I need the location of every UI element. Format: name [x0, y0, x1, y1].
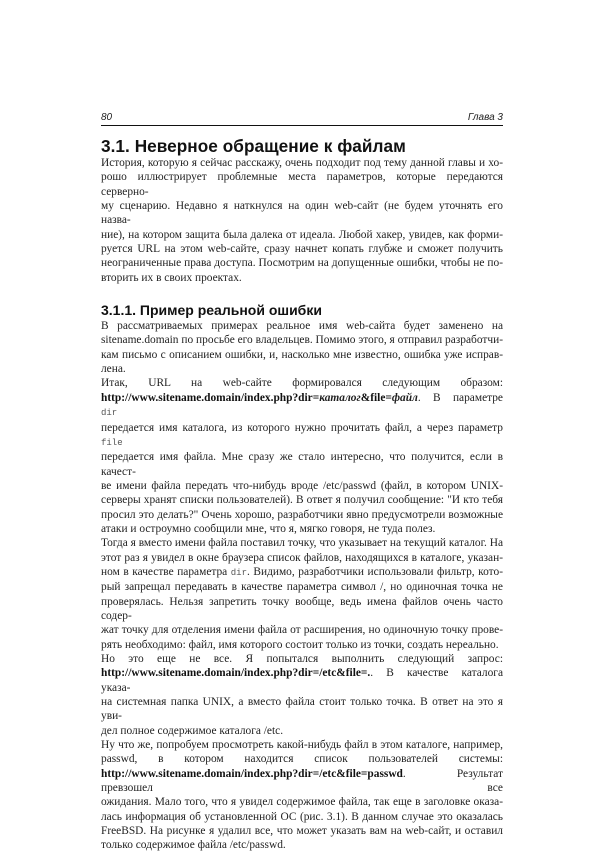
text-line: рый запрещал передавать в качестве параметра символ /, но одиночная точка не: [101, 581, 503, 594]
text-line: этот раз я увидел в окне браузера список файлов, находящихся в каталоге, указан-: [101, 551, 503, 564]
url-text: http://www.sitename.domain/index.php?dir=/etc&file=.: [101, 667, 371, 680]
text-line: вторить их в своих проектах.: [101, 271, 242, 284]
text-line: ве имени файла передать что-нибудь вроде /etc/passwd (файл, в котором UNIX-: [101, 479, 503, 492]
section-title: 3.1. Неверное обращение к файлам: [101, 136, 406, 156]
text-line: [101, 421, 503, 451]
text-line: passwd, в котором находится список пользователей системы:: [101, 753, 503, 766]
code-file: file: [101, 437, 123, 448]
text-fragment: . Результат превзошел все: [101, 767, 503, 795]
running-header: [101, 110, 503, 126]
code-dir: dir: [101, 408, 118, 419]
url-text: http://www.sitename.domain/index.php?dir=/etc&file=passwd: [101, 767, 403, 780]
text-fragment: . В параметре: [417, 391, 503, 404]
text-line: [101, 391, 503, 421]
page-number: 80: [101, 112, 113, 123]
paragraph-passwd: [101, 738, 503, 853]
text-line: Но это еще не все. Я попытался выполнить следующий запрос:: [101, 653, 503, 665]
text-line: рять необходимо: файл, имя которого состоит только из точки, создать нереально.: [101, 638, 499, 651]
text-line: [101, 666, 503, 695]
text-line: лась информация об установленной ОС (рис. 3.1). В данном случае это оказалась: [101, 810, 503, 823]
text-line: передается имя файла. Мне сразу же стало интересно, что получится, если в качест-: [101, 451, 503, 478]
subsection-title: 3.1.1. Пример реальной ошибки: [101, 302, 322, 319]
text-line: кам письмо с описанием ошибки, и, насколько мне известно, ошибка уже исправ-: [101, 348, 503, 361]
paragraph-dot-trick: [101, 536, 503, 652]
text-line: В рассматриваемых примерах реальное имя web-сайта будет заменено на: [101, 320, 503, 333]
text-line: FreeBSD. На рисунке я удалил все, что может указать вам на web-сайт, и оставил: [101, 825, 503, 838]
text-line: ожидания. Мало того, что я увидел содержимое файла, так еще в заголовке оказа-: [101, 796, 503, 809]
text-line: руется URL на этом web-сайте, сразу начнет копать глубже и сможет получить: [101, 243, 503, 256]
url-file-variable: файл: [391, 391, 418, 404]
text-line: Итак, URL на web-сайте формировался следующим образом:: [101, 377, 503, 390]
text-line: Ну что же, попробуем просмотреть какой-нибудь файл в этом каталоге, например,: [101, 739, 503, 752]
text-line: [101, 767, 503, 796]
text-fragment: . В качестве каталога указа-: [101, 667, 503, 694]
text-line: неограниченные права доступа. Посмотрим на допущенные ошибки, чтобы не по-: [101, 257, 503, 270]
text-fragment: передается имя каталога, из которого нужно прочитать файл, а через параметр: [101, 421, 503, 434]
chapter-label: Глава 3: [467, 112, 503, 123]
paragraph-sitename-note: [101, 319, 503, 376]
url-text: http://www.sitename.domain/index.php?dir=: [101, 391, 320, 404]
text-line: Тогда я вместо имени файла поставил точку, что указывает на текущий каталог. На: [101, 537, 503, 550]
text-line: на системная папка UNIX, а вместо файла стоит только точка. В ответ на это я уви-: [101, 696, 503, 723]
text-line: только содержимое файла /etc/passwd.: [101, 839, 286, 852]
text-line: серверы хранят списки пользователей). В ответ я получил сообщение: "И кто тебя: [101, 494, 503, 507]
text-line: рошо иллюстрирует проблемные места параметров, которые передаются серверно-: [101, 171, 503, 198]
text-line: [101, 565, 503, 580]
intro-paragraph: [101, 156, 503, 285]
url-text: &file=: [360, 391, 392, 404]
text-line: жат точку для отделения имени файла от расширения, но одиночную точку прове-: [101, 624, 503, 637]
text-line: му сценарию. Недавно я наткнулся на один web-сайт (не будем уточнять его назва-: [101, 200, 503, 227]
paragraph-etc-listing: [101, 652, 503, 738]
text-fragment: ном в качестве параметра: [101, 565, 231, 578]
text-line: просил это делать?" Очень хорошо, разработчики явно предусмотрели возможные: [101, 508, 503, 521]
url-dir-variable: каталог: [319, 391, 361, 404]
text-line: дел полное содержимое каталога /etc.: [101, 724, 284, 737]
paragraph-url-format: [101, 376, 503, 536]
code-dir: dir: [230, 567, 247, 578]
text-line: sitename.domain по просьбе его владельцев. Помимо этого, я отправил разработчи-: [101, 334, 503, 347]
text-fragment: . Видимо, разработчики использовали фильтр, кото-: [246, 565, 503, 578]
text-line: ние), на котором защита была далека от идеала. Любой хакер, увидев, как форми-: [101, 228, 503, 241]
book-page: [101, 110, 503, 853]
text-line: атаки и остроумно сообщили мне, что я, мягко говоря, не туда полез.: [101, 522, 436, 535]
text-line: История, которую я сейчас расскажу, очень подходит под тему данной главы и хо-: [101, 157, 503, 169]
text-line: проверялась. Нельзя запретить точку вообще, ведь имена файлов очень часто содер-: [101, 595, 503, 622]
text-line: лена.: [101, 363, 126, 376]
